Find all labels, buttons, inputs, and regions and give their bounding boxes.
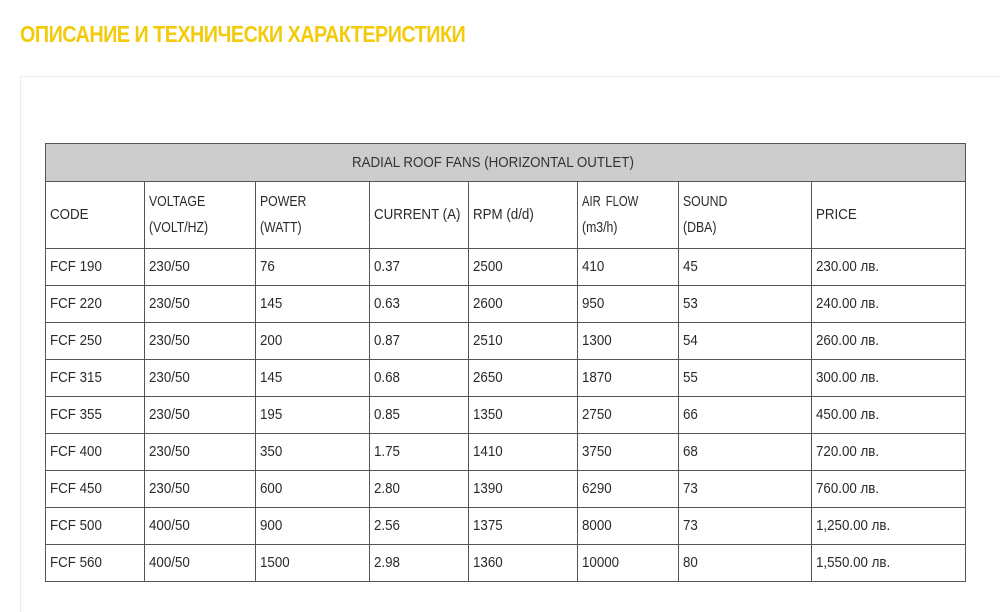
cell-rpm <box>469 397 578 434</box>
cell-price <box>812 545 966 582</box>
cell-price <box>812 249 966 286</box>
cell-current <box>370 508 469 545</box>
cell-power <box>256 508 370 545</box>
cell-voltage <box>145 360 256 397</box>
header-price <box>812 182 966 249</box>
cell-voltage-value: 230/50 <box>149 481 190 497</box>
cell-airflow <box>578 545 679 582</box>
cell-power-value: 600 <box>260 481 283 497</box>
cell-sound <box>679 249 812 286</box>
cell-price <box>812 434 966 471</box>
cell-airflow-value: 950 <box>582 296 605 312</box>
cell-price-value: 450.00 лв. <box>816 407 880 423</box>
cell-current <box>370 286 469 323</box>
cell-power-value: 1500 <box>260 555 290 571</box>
cell-airflow-value: 410 <box>582 259 605 275</box>
cell-voltage <box>145 508 256 545</box>
cell-voltage-value: 230/50 <box>149 444 190 460</box>
spec-table <box>45 143 966 582</box>
cell-rpm <box>469 508 578 545</box>
cell-power <box>256 286 370 323</box>
table-caption-row <box>46 144 966 182</box>
header-airflow <box>578 182 679 249</box>
cell-price-value: 1,550.00 лв. <box>816 555 891 571</box>
cell-airflow-value: 2750 <box>582 407 612 423</box>
cell-sound <box>679 397 812 434</box>
table-row <box>46 360 966 397</box>
cell-rpm <box>469 249 578 286</box>
cell-current <box>370 249 469 286</box>
cell-voltage-value: 400/50 <box>149 518 190 534</box>
cell-rpm <box>469 434 578 471</box>
cell-power <box>256 249 370 286</box>
cell-airflow-value: 6290 <box>582 481 612 497</box>
cell-airflow-value: 8000 <box>582 518 612 534</box>
cell-current <box>370 323 469 360</box>
cell-code-value: FCF 400 <box>50 444 102 460</box>
header-voltage-line1: VOLTAGE <box>149 194 206 210</box>
cell-code-value: FCF 250 <box>50 333 102 349</box>
header-airflow-word1: AIR <box>582 194 601 210</box>
cell-price-value: 230.00 лв. <box>816 259 880 275</box>
cell-sound-value: 55 <box>683 370 698 386</box>
cell-price-value: 240.00 лв. <box>816 296 880 312</box>
cell-power <box>256 323 370 360</box>
cell-code-value: FCF 190 <box>50 259 102 275</box>
cell-voltage <box>145 545 256 582</box>
cell-sound-value: 45 <box>683 259 698 275</box>
cell-rpm <box>469 545 578 582</box>
cell-airflow <box>578 286 679 323</box>
cell-code-value: FCF 500 <box>50 518 102 534</box>
header-power-label <box>260 189 357 241</box>
cell-rpm <box>469 323 578 360</box>
cell-airflow <box>578 508 679 545</box>
table-header-row <box>46 182 966 249</box>
cell-rpm-value: 1410 <box>473 444 503 460</box>
cell-code-value: FCF 450 <box>50 481 102 497</box>
cell-sound <box>679 508 812 545</box>
cell-code <box>46 360 145 397</box>
header-sound <box>679 182 812 249</box>
cell-rpm-value: 1360 <box>473 555 503 571</box>
cell-rpm-value: 1350 <box>473 407 503 423</box>
cell-voltage-value: 230/50 <box>149 333 190 349</box>
header-code-label: CODE <box>50 207 89 223</box>
table-row <box>46 508 966 545</box>
cell-voltage <box>145 434 256 471</box>
cell-price <box>812 397 966 434</box>
cell-code <box>46 508 145 545</box>
cell-price-value: 760.00 лв. <box>816 481 880 497</box>
cell-power <box>256 360 370 397</box>
cell-current-value: 0.37 <box>374 259 400 275</box>
header-sound-line2: (DBA) <box>683 220 717 236</box>
cell-code <box>46 249 145 286</box>
cell-price-value: 720.00 лв. <box>816 444 880 460</box>
table-row <box>46 471 966 508</box>
cell-power <box>256 434 370 471</box>
cell-power-value: 200 <box>260 333 283 349</box>
cell-airflow <box>578 323 679 360</box>
cell-current <box>370 397 469 434</box>
cell-current-value: 0.63 <box>374 296 400 312</box>
header-current <box>370 182 469 249</box>
cell-code <box>46 545 145 582</box>
cell-power-value: 145 <box>260 370 283 386</box>
cell-voltage-value: 230/50 <box>149 259 190 275</box>
cell-sound-value: 66 <box>683 407 698 423</box>
cell-price <box>812 508 966 545</box>
cell-sound-value: 68 <box>683 444 698 460</box>
cell-code-value: FCF 315 <box>50 370 102 386</box>
cell-code <box>46 434 145 471</box>
cell-voltage <box>145 323 256 360</box>
cell-voltage-value: 230/50 <box>149 407 190 423</box>
cell-voltage <box>145 471 256 508</box>
cell-sound-value: 53 <box>683 296 698 312</box>
cell-sound-value: 73 <box>683 481 698 497</box>
header-code <box>46 182 145 249</box>
cell-current-value: 2.56 <box>374 518 400 534</box>
cell-power-value: 350 <box>260 444 283 460</box>
cell-current <box>370 471 469 508</box>
cell-current <box>370 545 469 582</box>
cell-price <box>812 323 966 360</box>
cell-rpm <box>469 471 578 508</box>
cell-sound-value: 54 <box>683 333 698 349</box>
cell-voltage-value: 230/50 <box>149 370 190 386</box>
cell-current-value: 2.80 <box>374 481 400 497</box>
header-current-label: CURRENT (A) <box>374 207 461 223</box>
cell-power <box>256 545 370 582</box>
cell-current-value: 1.75 <box>374 444 400 460</box>
cell-current <box>370 434 469 471</box>
table-row <box>46 397 966 434</box>
cell-sound <box>679 286 812 323</box>
header-sound-label <box>683 189 797 241</box>
cell-power <box>256 397 370 434</box>
table-row <box>46 249 966 286</box>
header-price-label: PRICE <box>816 207 857 223</box>
cell-voltage-value: 230/50 <box>149 296 190 312</box>
cell-rpm-value: 2510 <box>473 333 503 349</box>
cell-rpm <box>469 286 578 323</box>
cell-rpm-value: 2500 <box>473 259 503 275</box>
header-airflow-line1 <box>582 189 660 215</box>
table-row <box>46 286 966 323</box>
cell-code <box>46 323 145 360</box>
cell-price <box>812 360 966 397</box>
cell-airflow <box>578 397 679 434</box>
cell-airflow-value: 3750 <box>582 444 612 460</box>
table-row <box>46 434 966 471</box>
cell-rpm-value: 1375 <box>473 518 503 534</box>
cell-current-value: 0.87 <box>374 333 400 349</box>
cell-current <box>370 360 469 397</box>
cell-power-value: 76 <box>260 259 275 275</box>
cell-code-value: FCF 560 <box>50 555 102 571</box>
cell-voltage-value: 400/50 <box>149 555 190 571</box>
header-sound-line1: SOUND <box>683 194 728 210</box>
header-voltage <box>145 182 256 249</box>
cell-rpm <box>469 360 578 397</box>
table-caption <box>46 144 966 182</box>
cell-airflow <box>578 471 679 508</box>
header-power <box>256 182 370 249</box>
cell-power <box>256 471 370 508</box>
header-rpm-label: RPM (d/d) <box>473 207 534 223</box>
cell-power-value: 195 <box>260 407 283 423</box>
cell-sound-value: 73 <box>683 518 698 534</box>
cell-airflow <box>578 249 679 286</box>
cell-airflow-value: 1870 <box>582 370 612 386</box>
cell-code <box>46 397 145 434</box>
cell-voltage <box>145 249 256 286</box>
cell-rpm-value: 2650 <box>473 370 503 386</box>
cell-current-value: 2.98 <box>374 555 400 571</box>
cell-price-value: 1,250.00 лв. <box>816 518 891 534</box>
header-voltage-line2: (VOLT/HZ) <box>149 220 209 236</box>
table-caption-text: RADIAL ROOF FANS (HORIZONTAL OUTLET) <box>352 154 635 171</box>
table-row <box>46 545 966 582</box>
cell-price <box>812 286 966 323</box>
cell-sound-value: 80 <box>683 555 698 571</box>
cell-voltage <box>145 397 256 434</box>
cell-sound <box>679 471 812 508</box>
cell-airflow <box>578 434 679 471</box>
cell-rpm-value: 2600 <box>473 296 503 312</box>
cell-current-value: 0.68 <box>374 370 400 386</box>
header-voltage-label <box>149 189 243 241</box>
cell-airflow-value: 10000 <box>582 555 620 571</box>
cell-code <box>46 286 145 323</box>
cell-price-value: 260.00 лв. <box>816 333 880 349</box>
cell-sound <box>679 360 812 397</box>
header-power-line1: POWER <box>260 194 307 210</box>
table-body <box>46 249 966 582</box>
header-airflow-line2: (m3/h) <box>582 220 618 236</box>
cell-sound <box>679 434 812 471</box>
cell-code-value: FCF 220 <box>50 296 102 312</box>
cell-voltage <box>145 286 256 323</box>
cell-current-value: 0.85 <box>374 407 400 423</box>
cell-rpm-value: 1390 <box>473 481 503 497</box>
cell-airflow-value: 1300 <box>582 333 612 349</box>
table-row <box>46 323 966 360</box>
header-power-line2: (WATT) <box>260 220 302 236</box>
cell-power-value: 145 <box>260 296 283 312</box>
cell-power-value: 900 <box>260 518 283 534</box>
cell-sound <box>679 323 812 360</box>
header-airflow-label <box>582 189 667 241</box>
cell-code <box>46 471 145 508</box>
cell-price <box>812 471 966 508</box>
cell-airflow <box>578 360 679 397</box>
header-rpm <box>469 182 578 249</box>
cell-code-value: FCF 355 <box>50 407 102 423</box>
header-airflow-word2: FLOW <box>605 194 639 210</box>
cell-sound <box>679 545 812 582</box>
section-title: ОПИСАНИЕ И ТЕХНИЧЕСКИ ХАРАКТЕРИСТИКИ <box>20 21 466 47</box>
cell-price-value: 300.00 лв. <box>816 370 880 386</box>
